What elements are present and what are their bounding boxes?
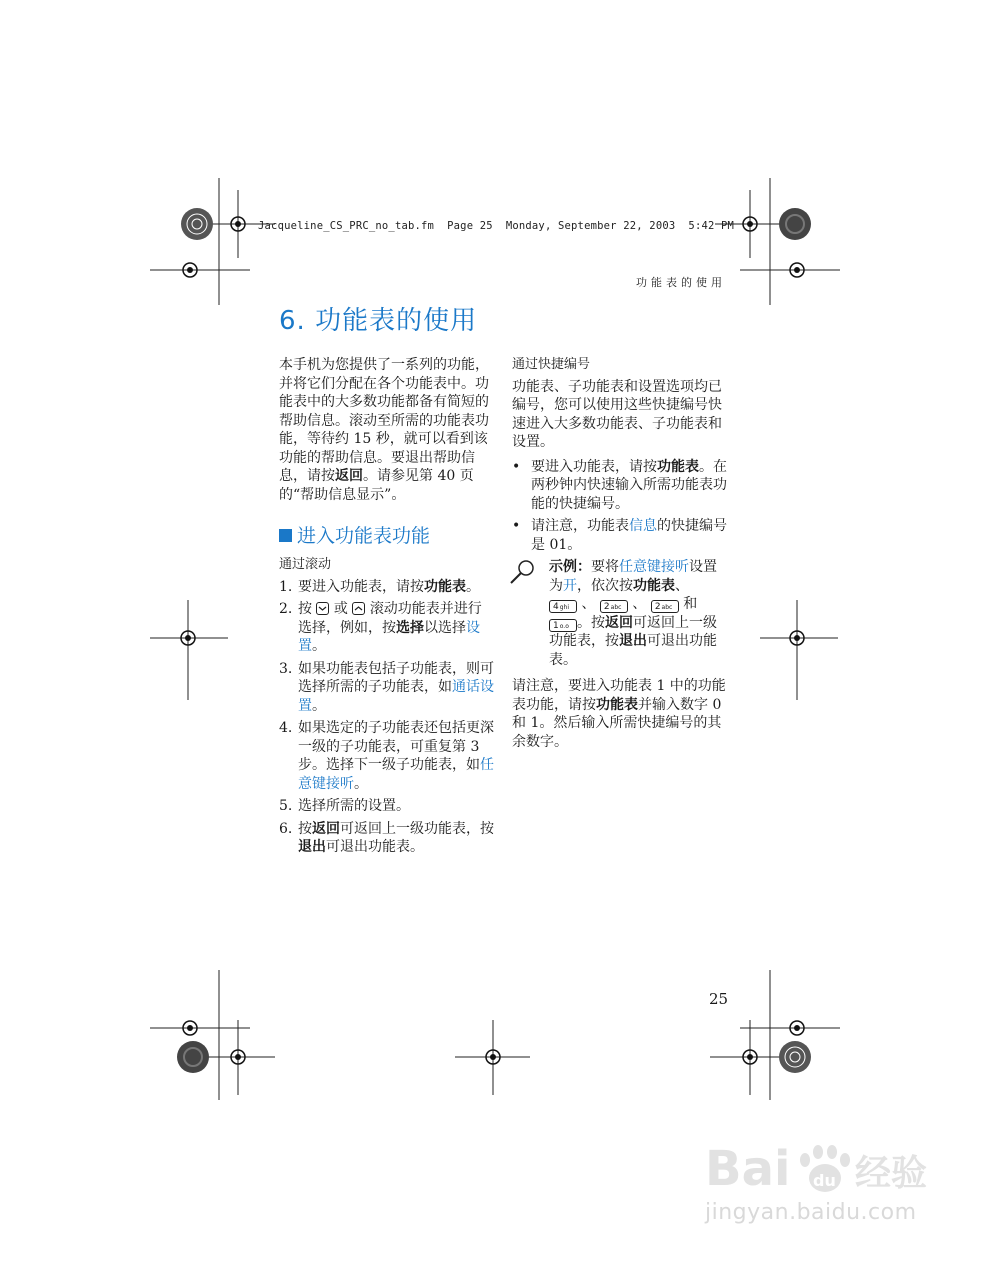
right-column xyxy=(512,356,727,751)
file-header-line: Jacqueline_CS_PRC_no_tab.fm Page 25 Monday, September 22, 2003 5:42 PM xyxy=(258,220,735,232)
example-block: 示例：要将任意键接听设置为开，依次按功能表、 4ghi 、 2abc 、 2abc 和 1o.o 。按返回可返回上一级功能表，按退出可退出功能表。 xyxy=(512,558,727,669)
list-item: • 要进入功能表，请按功能表。在两秒钟内快速输入所需功能表功能的快捷编号。 xyxy=(512,458,727,512)
svg-text:Bai: Bai xyxy=(705,1141,791,1197)
shortcut-bullets xyxy=(512,458,727,555)
magnifier-icon xyxy=(508,558,538,592)
left-column xyxy=(279,356,494,861)
list-item: 2. 按 或 滚动功能表并进行选择，例如，按选择以选择设置。 xyxy=(279,601,482,654)
scroll-down-key-icon xyxy=(316,602,329,615)
key-2-icon: 2abc xyxy=(651,600,679,613)
list-item: 3. 如果功能表包括子功能表，则可选择所需的子功能表，如通话设置。 xyxy=(279,660,494,714)
key-1-icon: 1o.o xyxy=(549,619,577,632)
svg-text:经验: 经验 xyxy=(855,1153,928,1194)
key-4-icon: 4ghi xyxy=(549,600,577,613)
intro-paragraph: 本手机为您提供了一系列的功能，并将它们分配在各个功能表中。功能表中的大多数功能都备有简短的帮助信息。滚动至所需的功能表功能，等待约 15 秒，就可以看到该功能的帮助信息。要退出帮助信息，请按返回。请参见第 40 页的“帮助信息显示”。 xyxy=(279,357,489,503)
running-head: 功能表的使用 xyxy=(636,276,726,289)
key-2-icon: 2abc xyxy=(600,600,628,613)
square-bullet-icon xyxy=(279,529,292,542)
shortcut-note: 请注意，要进入功能表 1 中的功能表功能，请按功能表并输入数字 0 和 1。然后输入所需快捷编号的其余数字。 xyxy=(512,678,726,750)
scroll-up-key-icon xyxy=(352,602,365,615)
section-title: 进入功能表功能 xyxy=(279,524,494,548)
baidu-jingyan-watermark-logo xyxy=(705,1130,945,1204)
steps-list xyxy=(279,578,494,857)
shortcut-intro: 功能表、子功能表和设置选项均已编号，您可以使用这些快捷编号快速进入大多数功能表、子功能表和设置。 xyxy=(512,378,722,450)
list-item: 6. 按返回可返回上一级功能表，按退出可退出功能表。 xyxy=(279,820,494,855)
list-item: 4. 如果选定的子功能表还包括更深一级的子功能表，可重复第 3 步。选择下一级子功能表，如任意键接听。 xyxy=(279,720,494,792)
chapter-title: 6. 功能表的使用 xyxy=(279,306,478,336)
sub-title-shortcut: 通过快捷编号 xyxy=(512,357,591,372)
list-item: 1. 要进入功能表，请按功能表。 xyxy=(279,578,480,595)
svg-text:du: du xyxy=(813,1171,836,1190)
list-item: 5. 选择所需的设置。 xyxy=(279,798,410,814)
watermark-url: jingyan.baidu.com xyxy=(705,1200,917,1225)
list-item: • 请注意，功能表信息的快捷编号是 01。 xyxy=(512,518,727,553)
sub-title-scroll: 通过滚动 xyxy=(279,557,332,572)
page-number: 25 xyxy=(709,990,729,1008)
